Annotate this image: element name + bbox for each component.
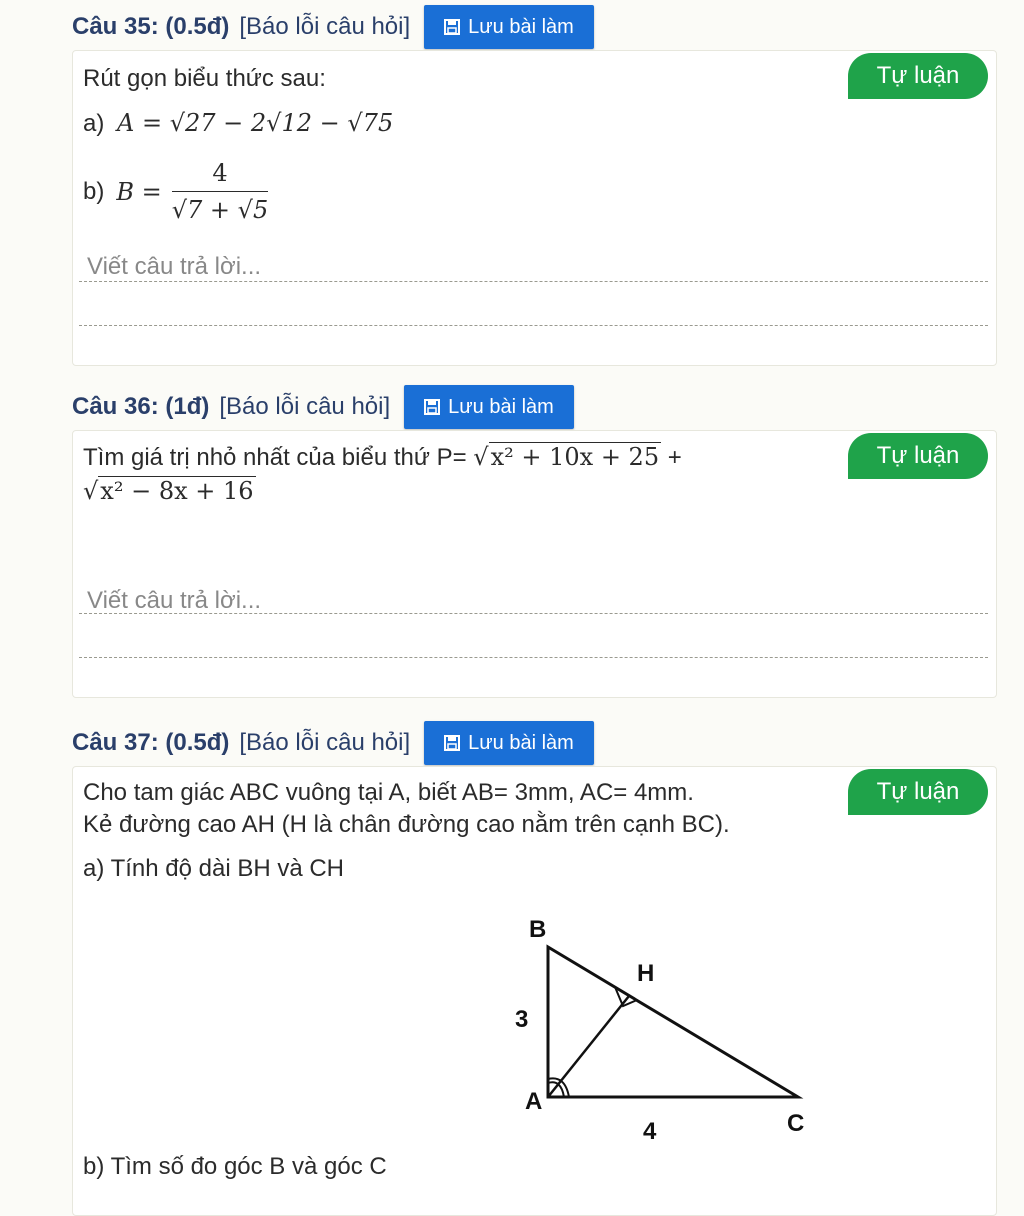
essay-type-badge: Tự luận: [848, 53, 988, 99]
report-question-link[interactable]: [Báo lỗi câu hỏi]: [239, 729, 411, 756]
question-37-card: [72, 766, 997, 1216]
answer-input[interactable]: Viết câu trả lời...: [87, 587, 262, 614]
part-b: b) Tìm số đo góc B và góc C: [83, 1153, 387, 1180]
right-triangle-figure: [503, 907, 863, 1167]
vertex-label-h: H: [637, 960, 655, 987]
floppy-disk-icon: [424, 399, 440, 415]
side-label-ac: 4: [643, 1118, 657, 1145]
fraction-denominator: √7 + √5: [172, 191, 269, 224]
radicand-1: x² + 10x + 25: [490, 443, 660, 471]
answer-line: [79, 281, 988, 282]
plus-sign: +: [667, 444, 682, 471]
question-prompt: Tìm giá trị nhỏ nhất của biểu thứ P=: [83, 444, 467, 471]
save-answer-label: Lưu bài làm: [468, 731, 574, 754]
question-prompt: Rút gọn biểu thức sau:: [83, 65, 326, 92]
essay-type-badge: Tự luận: [848, 433, 988, 479]
altitude-ah: [548, 996, 629, 1097]
save-answer-button[interactable]: [424, 721, 594, 765]
part-a: a) Tính độ dài BH và CH: [83, 855, 345, 882]
vertex-label-b: B: [529, 916, 547, 943]
floppy-disk-icon: [444, 19, 460, 35]
question-36-card: [72, 430, 997, 698]
part-a-label: a): [83, 110, 105, 137]
radical-expression-1: √x² + 10x + 25: [473, 443, 660, 471]
question-text-line2: Kẻ đường cao AH (H là chân đường cao nằm trên cạnh BC).: [83, 811, 730, 838]
answer-input[interactable]: Viết câu trả lời...: [87, 253, 262, 280]
question-36-header: [72, 384, 574, 430]
save-answer-label: Lưu bài làm: [448, 395, 554, 418]
save-answer-label: Lưu bài làm: [468, 15, 574, 38]
question-37-header: [72, 720, 594, 766]
save-answer-button[interactable]: [424, 5, 594, 49]
report-question-link[interactable]: [Báo lỗi câu hỏi]: [219, 393, 391, 420]
question-prompt-line1: [83, 443, 682, 472]
essay-type-badge: Tự luận: [848, 769, 988, 815]
report-question-link[interactable]: [Báo lỗi câu hỏi]: [239, 13, 411, 40]
question-35-header: [72, 4, 594, 50]
radicand-2: x² − 8x + 16: [100, 477, 254, 505]
answer-line: [79, 613, 988, 614]
question-number: Câu 35: (0.5đ): [72, 13, 230, 40]
question-text-line1: Cho tam giác ABC vuông tại A, biết AB= 3mm, AC= 4mm.: [83, 779, 694, 806]
question-number: Câu 36: (1đ): [72, 393, 210, 420]
radical-expression-2: √x² − 8x + 16: [83, 477, 254, 505]
part-a: [83, 109, 393, 138]
part-a-expression: A = √27 − 2√12 − √75: [117, 109, 394, 137]
triangle-abc: [548, 947, 798, 1097]
fraction: [172, 159, 269, 224]
answer-line: [79, 657, 988, 658]
question-number: Câu 37: (0.5đ): [72, 729, 230, 756]
part-b-lhs: B =: [116, 177, 162, 206]
answer-line: [79, 325, 988, 326]
vertex-label-c: C: [787, 1110, 805, 1137]
question-35-card: [72, 50, 997, 366]
fraction-numerator: 4: [212, 159, 228, 187]
part-b-label: b): [83, 177, 105, 205]
side-label-ab: 3: [515, 1006, 529, 1033]
vertex-label-a: A: [525, 1088, 543, 1115]
save-answer-button[interactable]: [404, 385, 574, 429]
part-b: [83, 159, 268, 224]
floppy-disk-icon: [444, 735, 460, 751]
question-prompt-line2: [83, 477, 256, 506]
